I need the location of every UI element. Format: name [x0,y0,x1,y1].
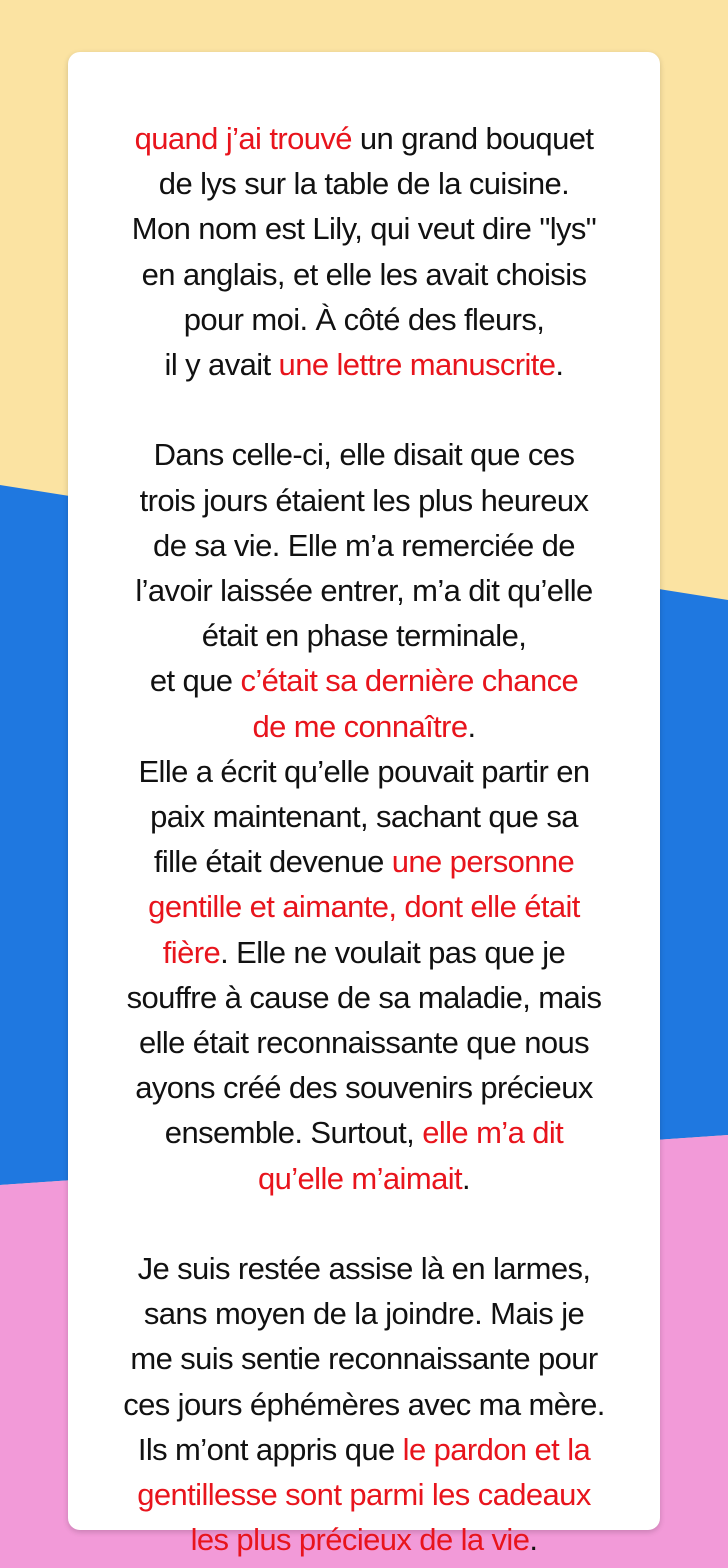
text-line [68,568,660,613]
highlighted-text: quand j’ai trouvé [134,121,352,156]
text-line [68,342,660,387]
body-text: et que [149,663,241,699]
body-text: il y avait [164,347,279,383]
body-text: en anglais, et elle les avait choisis [141,256,587,292]
text-line [68,794,660,839]
text-line [68,749,660,794]
text-line [68,206,660,251]
body-text: de lys sur la table de la cuisine. [158,166,570,202]
text-line [68,161,660,206]
text-line [68,252,660,297]
text-line [68,1020,660,1065]
highlighted-text: une lettre manuscrite [278,347,556,383]
text-line [68,432,660,477]
paragraph-gap [68,387,660,432]
text-line [68,930,660,975]
highlighted-text: gentille et aimante, dont elle était [148,889,580,925]
highlighted-text: gentillesse sont parmi les cadeaux [137,1477,591,1513]
body-text: Je suis restée assise là en larmes, [137,1251,591,1287]
text-line [68,658,660,703]
text-line [68,1291,660,1336]
body-text: . [555,347,564,383]
text-line [68,839,660,884]
body-text: était en phase terminale, [201,618,527,654]
text-line [68,1472,660,1517]
body-text: sans moyen de la joindre. Mais je [143,1296,585,1332]
story-paragraph [68,1246,660,1562]
story-text [68,116,660,1562]
text-line [68,975,660,1020]
paragraph-gap [68,1201,660,1246]
highlighted-text: c’était sa dernière chance [240,663,579,699]
text-line [68,523,660,568]
body-text: fille était devenue [153,844,392,880]
story-card [68,52,660,1558]
highlighted-text: le pardon et la [402,1431,591,1467]
text-line [68,704,660,749]
body-text: de sa vie. Elle m’a remerciée de [153,527,575,563]
body-text: Elle a écrit qu’elle pouvait partir en [138,753,590,789]
body-text: un grand bouquet [351,121,594,156]
text-line [68,1427,660,1472]
body-text: . [467,708,476,744]
highlighted-text: les plus précieux de la vie [190,1522,530,1558]
text-line [68,1336,660,1381]
body-text: Ils m’ont appris que [137,1431,403,1467]
text-line [68,1517,660,1562]
body-text: pour moi. À côté des fleurs, [183,301,545,337]
highlighted-text: une personne [391,844,575,880]
story-paragraph [68,116,660,387]
body-text: . [529,1522,538,1558]
text-line [68,1156,660,1201]
text-line [68,1246,660,1291]
body-text: paix maintenant, sachant que sa [150,799,578,835]
story-paragraph [68,432,660,1200]
body-text: ensemble. Surtout, [164,1115,423,1151]
body-text: Mon nom est Lily, qui veut dire "lys" [131,211,597,247]
highlighted-text: qu’elle m’aimait [257,1160,463,1196]
body-text: . Elle ne voulait pas que je [220,934,566,970]
text-line [68,884,660,929]
text-line [68,1065,660,1110]
highlighted-text: de me connaître [252,708,468,744]
highlighted-text: elle m’a dit [422,1115,564,1151]
text-line [68,613,660,658]
body-text: ces jours éphémères avec ma mère. [123,1386,605,1422]
body-text: ayons créé des souvenirs précieux [135,1070,593,1106]
text-line [68,1110,660,1155]
text-line [68,297,660,342]
text-line [68,478,660,523]
text-line [68,116,660,161]
body-text: elle était reconnaissante que nous [138,1025,590,1061]
body-text: souffre à cause de sa maladie, mais [126,979,602,1015]
highlighted-text: fière [162,934,221,970]
body-text: Dans celle-ci, elle disait que ces [153,437,575,473]
body-text: me suis sentie reconnaissante pour [130,1341,598,1377]
body-text: . [462,1160,471,1196]
body-text: l’avoir laissée entrer, m’a dit qu’elle [135,573,593,609]
body-text: trois jours étaient les plus heureux [139,482,589,518]
text-line [68,1382,660,1427]
